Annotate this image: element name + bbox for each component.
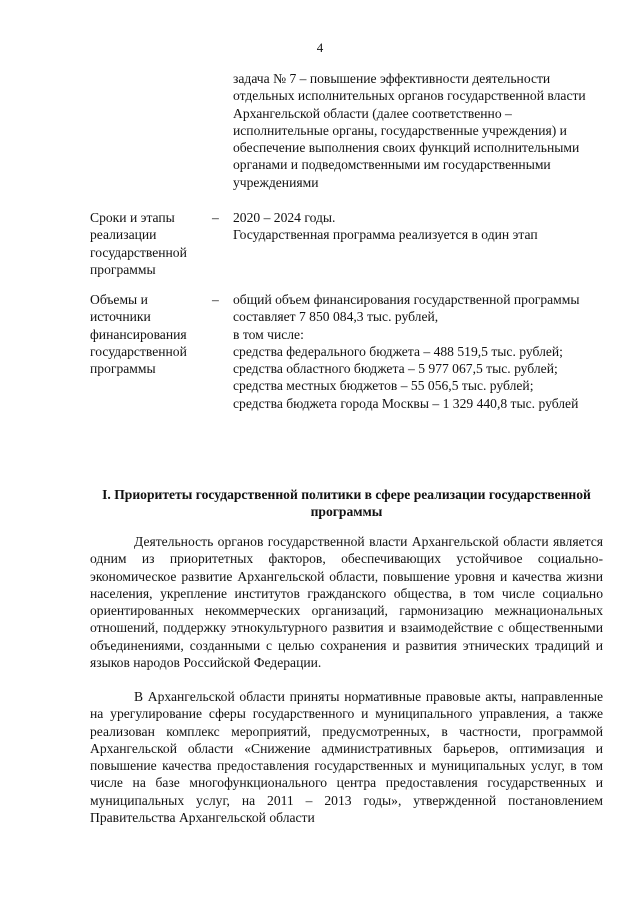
terms-dash: – [212,210,219,225]
page-number: 4 [316,40,324,55]
funding-dash: – [212,292,219,307]
paragraph-1: Деятельность органов государственной власти Архангельской области является одним из приоритетных факторов, обеспечивающих устойчивое социально-экономическое развитие Архангельской области, повышение уровня и качества жизни населения, укрепление институтов гражданского общества, в том числе социально ориентированных некоммерческих организаций, гармонизацию межнациональных отношений, поддержку этнокультурного развития и взаимодействие с общественными объединениями, созданными с целью сохранения и развития этнических традиций и языков народов Российской Федерации. [90,534,603,671]
funding-value [233,291,603,412]
terms-years: 2020 – 2024 годы. [233,210,336,225]
funding-federal: средства федерального бюджета – 488 519,5 тыс. рублей; [233,343,563,359]
funding-total: общий объем финансирования государственной программы составляет 7 850 084,3 тыс. рублей, [233,292,580,325]
task-7-text: задача № 7 – повышение эффективности деятельности отдельных исполнительных органов государственной власти Архангельской области (далее соответственно – исполнительные органы, государственные учреждения) и обеспечение выполнения своих функций исполнительными органами и подведомственными им государственными учреждениями [233,71,586,190]
paragraph-2: В Архангельской области приняты нормативные правовые акты, направленные на урегулирование сферы государственного и муниципального управления, а также реализован комплекс мероприятий, предусмотренных, в частности, программой Архангельской области «Снижение административных барьеров, оптимизация и повышение качества предоставления государственных и муниципальных услуг, в том числе на базе многофункционального центра предоставления государственных и муниципальных услуг, на 2011 – 2013 годы», утвержденной постановлением Правительства Архангельской области [90,689,603,826]
funding-regional: средства областного бюджета – 5 977 067,5 тыс. рублей; [233,361,558,377]
funding-local: средства местных бюджетов – 55 056,5 тыс. рублей; [233,378,534,394]
terms-stages: Государственная программа реализуется в один этап [233,227,538,243]
terms-value [233,209,603,244]
funding-including: в том числе: [233,326,304,342]
section-title: I. Приоритеты государственной политики в сфере реализации государственной программы [102,487,591,520]
funding-moscow: средства бюджета города Москвы – 1 329 440,8 тыс. рублей [233,395,579,411]
funding-label: Объемы и источники финансирования государственной программы [90,292,187,377]
terms-label: Сроки и этапы реализации государственной программы [90,210,187,277]
